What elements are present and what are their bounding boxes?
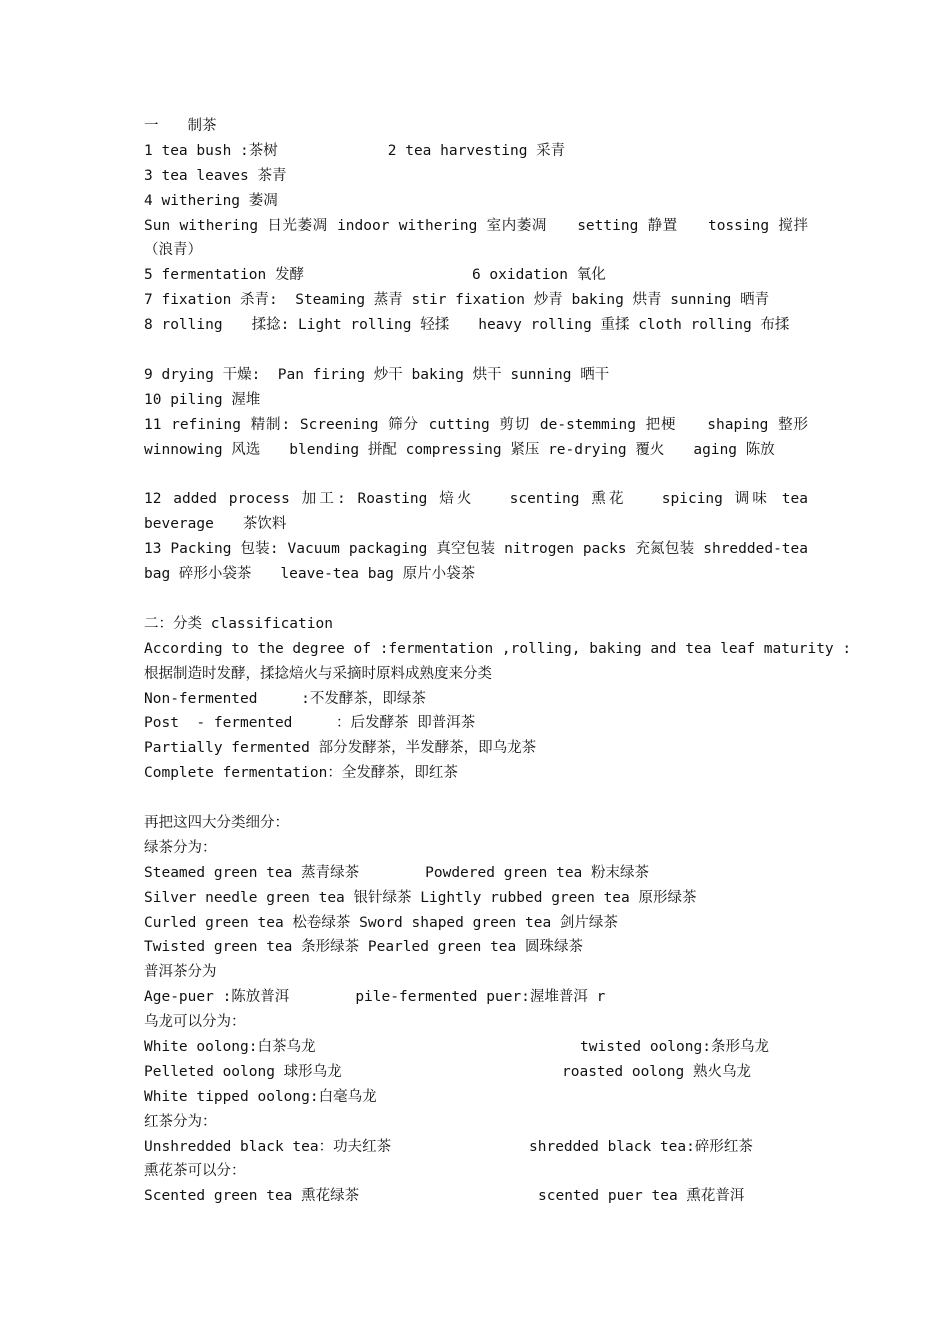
twisted-oolong: twisted oolong:条形乌龙 <box>580 1039 769 1056</box>
section-2-title: 二：分类 classification <box>144 615 333 632</box>
line-10: 10 piling 渥堆 <box>144 391 261 408</box>
steamed-green-tea: Steamed green tea 蒸青绿茶 <box>144 864 360 881</box>
line-5 <box>144 263 808 288</box>
scented-line-1 <box>144 1184 808 1209</box>
unshredded-black-tea: Unshredded black tea：功夫红茶 <box>144 1138 392 1155</box>
oolong-line-2 <box>144 1060 808 1085</box>
non-fermented-line: Non-fermented :不发酵茶，即绿茶 <box>144 690 426 707</box>
white-oolong: White oolong:白茶乌龙 <box>144 1039 316 1056</box>
green-line-3: Curled green tea 松卷绿茶 Sword shaped green tea 剑片绿茶 <box>144 914 618 931</box>
shredded-black-tea: shredded black tea:碎形红茶 <box>529 1138 753 1155</box>
pelleted-oolong: Pelleted oolong 球形乌龙 <box>144 1063 342 1080</box>
blank-line <box>144 786 808 811</box>
line-3: 3 tea leaves 茶青 <box>144 167 287 184</box>
partially-fermented-line: Partially fermented 部分发酵茶，半发酵茶，即乌龙茶 <box>144 740 537 757</box>
puer-heading: 普洱茶分为 <box>144 964 217 981</box>
black-tea-heading: 红茶分为： <box>144 1113 217 1130</box>
line-13: 13 Packing 包装: Vacuum packaging 真空包装 nitrogen packs 充氮包装 shredded-tea bag 碎形小袋茶 leave-tea bag 原片小袋茶 <box>144 541 808 583</box>
blank-line <box>144 587 808 612</box>
scented-puer-tea: scented puer tea 熏花普洱 <box>538 1188 745 1205</box>
section-1-title: 一 制茶 <box>144 118 217 134</box>
line-8: 8 rolling 揉捻: Light rolling 轻揉 heavy rolling 重揉 cloth rolling 布揉 <box>144 317 790 334</box>
according-cn-line: 根据制造时发酵，揉捻焙火与采摘时原料成熟度来分类 <box>144 665 492 682</box>
line-7: 7 fixation 杀青: Steaming 蒸青 stir fixation 炒青 baking 烘青 sunning 晒青 <box>144 292 770 309</box>
powdered-green-tea: Powdered green tea 粉末绿茶 <box>425 864 650 881</box>
scented-tea-heading: 熏花茶可以分： <box>144 1163 246 1180</box>
green-line-4: Twisted green tea 条形绿茶 Pearled green tea 圆珠绿茶 <box>144 939 583 956</box>
green-line-1 <box>144 861 808 886</box>
pile-fermented-puer: pile-fermented puer:渥堆普洱 r <box>355 989 606 1006</box>
document-body <box>144 114 852 1209</box>
age-puer: Age-puer :陈放普洱 <box>144 989 290 1006</box>
line-4: 4 withering 萎凋 <box>144 192 278 209</box>
post-fermented-line: Post - fermented ：后发酵茶 即普洱茶 <box>144 715 476 732</box>
tea-bush-term: 1 tea bush :茶树 <box>144 142 278 159</box>
subdivision-intro: 再把这四大分类细分： <box>144 815 289 832</box>
line-12: 12 added process 加工: Roasting 焙火 scenting 熏花 spicing 调味 tea beverage 茶饮料 <box>144 491 808 533</box>
complete-fermentation-line: Complete fermentation：全发酵茶，即红茶 <box>144 765 458 782</box>
roasted-oolong: roasted oolong 熟火乌龙 <box>562 1063 751 1080</box>
oolong-line-1 <box>144 1035 808 1060</box>
line-11: 11 refining 精制: Screening 筛分 cutting 剪切 de-stemming 把梗 shaping 整形 winnowing 风选 blending 拼配 compressing 紧压 re-drying 覆火 aging 陈放 <box>144 416 808 458</box>
line-9: 9 drying 干燥: Pan firing 炒干 baking 烘干 sunning 晒干 <box>144 366 610 383</box>
scented-green-tea: Scented green tea 熏花绿茶 <box>144 1188 360 1205</box>
fermentation-term: 5 fermentation 发酵 <box>144 267 304 284</box>
line-4-withering-types: Sun withering 日光萎凋 indoor withering 室内萎凋 setting 静置 tossing 搅拌（浪青） <box>144 217 808 259</box>
oxidation-term: 6 oxidation 氧化 <box>471 267 606 284</box>
oolong-heading: 乌龙可以分为： <box>144 1014 246 1031</box>
tea-harvesting-term: 2 tea harvesting 采青 <box>387 142 566 159</box>
puer-line-1 <box>144 985 808 1010</box>
line-1 <box>144 139 808 164</box>
green-tea-heading: 绿茶分为： <box>144 839 217 856</box>
black-line-1 <box>144 1135 808 1160</box>
green-line-2: Silver needle green tea 银针绿茶 Lightly rubbed green tea 原形绿茶 <box>144 889 697 906</box>
according-line: According to the degree of :fermentation ,rolling, baking and tea leaf maturity : <box>144 640 852 657</box>
oolong-line-3: White tipped oolong:白毫乌龙 <box>144 1088 377 1105</box>
